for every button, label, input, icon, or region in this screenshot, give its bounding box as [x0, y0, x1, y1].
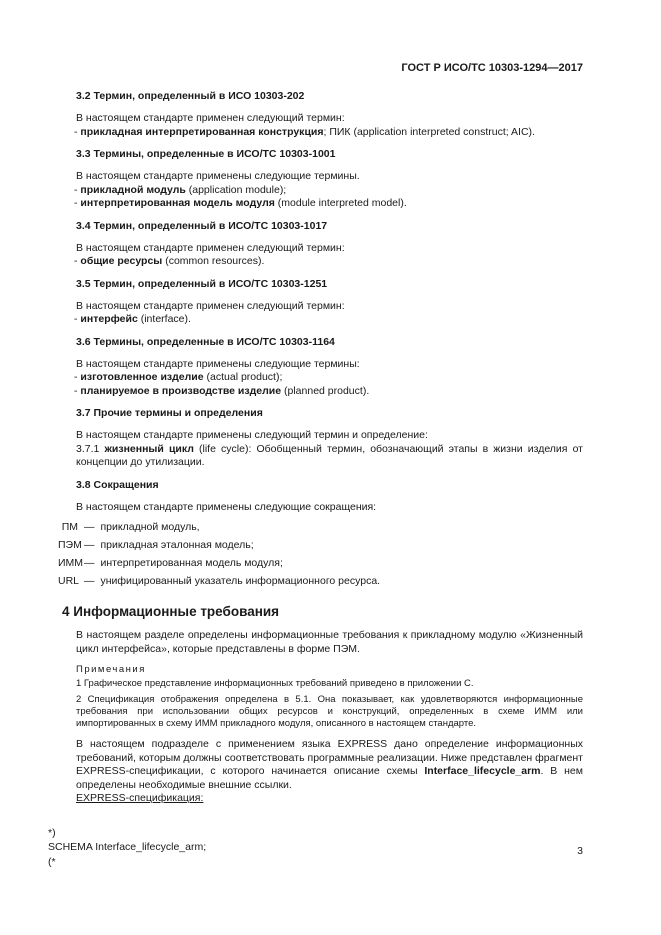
section-3-6	[76, 336, 583, 399]
abbreviation-row: URL — унифицированный указатель информационного ресурса.	[58, 575, 381, 587]
section-intro: В настоящем стандарте применен следующий термин:	[76, 299, 345, 312]
page-number: 3	[577, 845, 583, 857]
definition: 3.7.1 жизненный цикл (life cycle): Обобщенный термин, обозначающий этапы в жизни изделия от концепции до утилизации.	[76, 442, 583, 468]
paragraph: В настоящем подразделе с применением языка EXPRESS дано определение информационных требований, которым должны соответствовать программные реализации. Ниже представлен фрагмент EXPRESS-спецификации, с которого начинается описание схемы Interface_lifecycle_arm. В нем определены необходимые внешние ссылки.	[76, 738, 583, 791]
section-3-7	[76, 407, 583, 470]
section-title: 3.8 Сокращения	[76, 478, 159, 491]
section-intro: В настоящем стандарте применены следующие термины.	[76, 170, 360, 182]
term-item: - интерфейс (interface).	[74, 313, 191, 325]
section-title: 3.6 Термины, определенные в ИСО/ТС 10303-1164	[76, 335, 335, 348]
note: 2 Спецификация отображения определена в 5.1. Она показывает, как удовлетворяются информационные требования при использовании общих ресурсов и конструкций, определенных в схеме ИММ или импортированных в схему ИММ прикладного модуля, описанного в настоящем стандарте.	[76, 694, 583, 729]
abbreviation-row: ПМ — прикладной модуль,	[61, 521, 200, 533]
abbreviation-row: ПЭМ — прикладная эталонная модель;	[58, 539, 254, 551]
section-title: 3.3 Термины, определенные в ИСО/ТС 10303-1001	[76, 148, 336, 160]
code-line: (*	[48, 855, 56, 868]
section-title: 3.4 Термин, определенный в ИСО/ТС 10303-1017	[76, 219, 328, 232]
term-item: - интерпретированная модель модуля (module interpreted model).	[74, 197, 407, 209]
section-title: 3.5 Термин, определенный в ИСО/ТС 10303-1251	[76, 277, 328, 290]
section-intro: В настоящем стандарте применены следующий термин и определение:	[76, 429, 428, 441]
abbreviation-row: ИММ — интерпретированная модель модуля;	[58, 557, 283, 569]
term-item: - прикладной модуль (application module);	[74, 183, 287, 196]
page-body	[48, 90, 583, 869]
section-intro: В настоящем стандарте применен следующий термин:	[76, 241, 345, 254]
document-header: ГОСТ Р ИСО/ТС 10303-1294—2017	[401, 62, 583, 74]
section-3-8	[58, 478, 583, 591]
section-3-4	[76, 220, 583, 269]
paragraph: В настоящем разделе определены информационные требования к прикладному модулю «Жизненный цикл интерфейса», которые представлены в форме ПЭМ.	[76, 629, 583, 655]
term-item: - планируемое в производстве изделие (planned product).	[74, 384, 370, 397]
section-title: 3.7 Прочие термины и определения	[76, 407, 263, 419]
note: 1 Графическое представление информационных требований приведено в приложении С.	[76, 678, 474, 689]
section-3-5	[76, 278, 583, 327]
section-3-3	[76, 148, 583, 211]
express-label: EXPRESS-спецификация:	[76, 792, 204, 804]
notes-title: Примечания	[76, 664, 146, 675]
section-intro: В настоящем стандарте применены следующие сокращения:	[76, 500, 377, 513]
term-item: - общие ресурсы (common resources).	[74, 255, 265, 267]
code-line: SCHEMA Interface_lifecycle_arm;	[48, 841, 207, 853]
term-item: - изготовленное изделие (actual product);	[74, 371, 283, 383]
term-item: - прикладная интерпретированная конструкция; ПИК (application interpreted construct; AIC).	[74, 125, 535, 138]
section-intro: В настоящем стандарте применен следующий термин:	[76, 112, 345, 124]
section-heading: 4 Информационные требования	[62, 604, 280, 619]
section-4	[48, 604, 583, 869]
section-title: 3.2 Термин, определенный в ИСО 10303-202	[76, 90, 305, 102]
section-3-2	[76, 90, 583, 139]
express-code	[48, 826, 583, 870]
section-intro: В настоящем стандарте применены следующие термины:	[76, 357, 360, 370]
code-line: *)	[48, 826, 56, 839]
